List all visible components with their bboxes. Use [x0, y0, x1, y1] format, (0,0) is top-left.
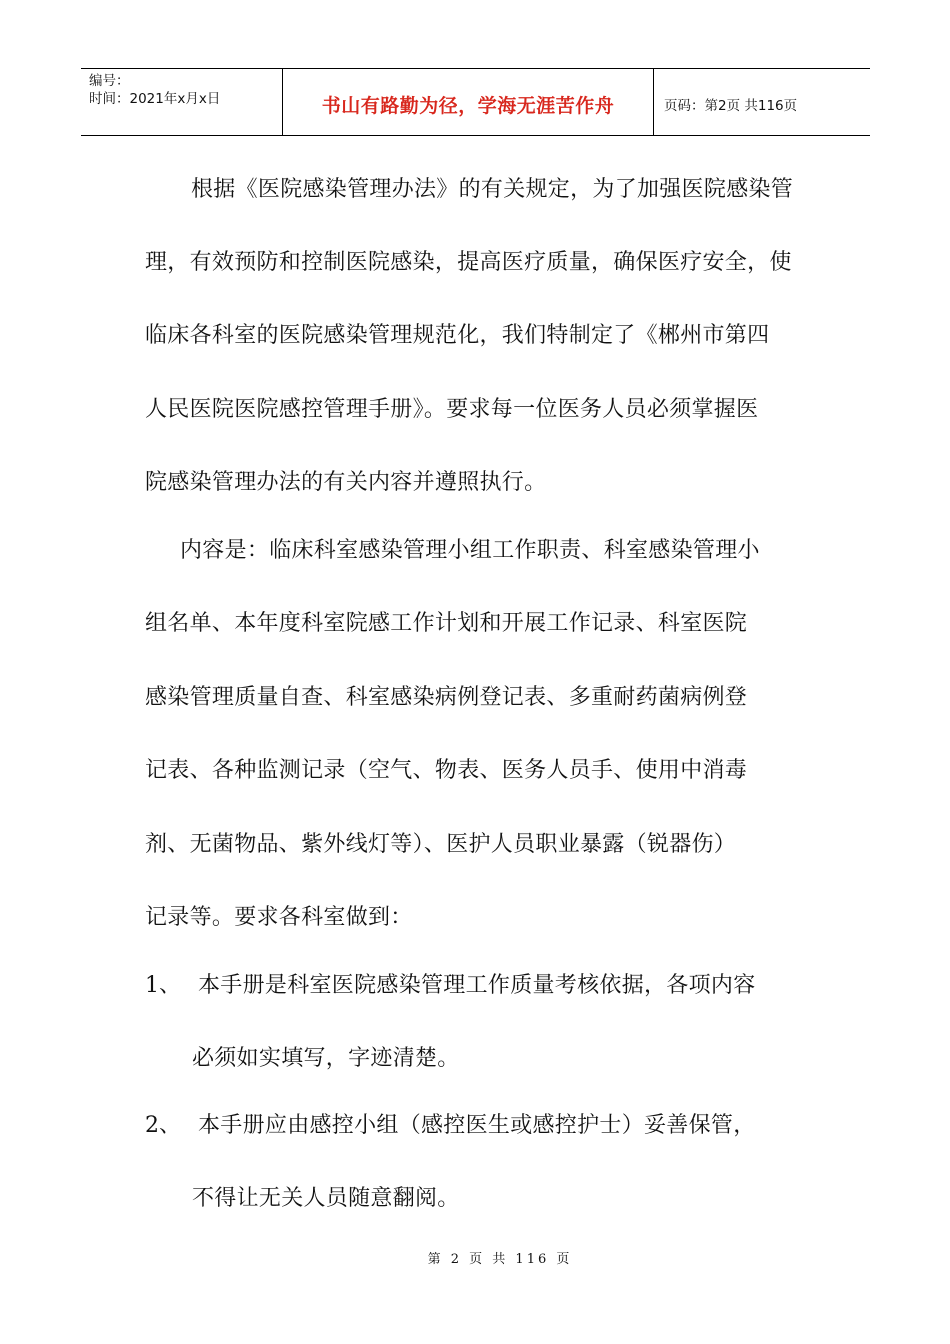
list-item-text: 必须如实填写，字迹清楚。: [192, 1046, 460, 1071]
list-item-number: 2、: [145, 1113, 181, 1138]
paragraph-line: 理，有效预防和控制医院感染，提高医疗质量，确保医疗安全，使: [145, 250, 792, 275]
header-page-cell: [654, 69, 870, 135]
paragraph-line: 记录等。要求各科室做到：: [145, 905, 413, 930]
header-motto: 书山有路勤为径，学海无涯苦作舟: [321, 94, 615, 117]
paragraph-line: 组名单、本年度科室院感工作计划和开展工作记录、科室医院: [145, 611, 748, 636]
paragraph-line: 人民医院医院感控管理手册》。要求每一位医务人员必须掌握医: [145, 397, 759, 422]
paragraph-line: 感染管理质量自查、科室感染病例登记表、多重耐药菌病例登: [145, 685, 748, 710]
header-page-label: 页码：第2页 共116页: [664, 98, 798, 114]
paragraph-line: 内容是：临床科室感染管理小组工作职责、科室感染管理小: [180, 538, 760, 563]
header-meta-cell: [81, 69, 283, 135]
paragraph-line: 记表、各种监测记录（空气、物表、医务人员手、使用中消毒: [145, 758, 748, 783]
paragraph-line: 临床各科室的医院感染管理规范化，我们特制定了《郴州市第四: [145, 323, 770, 348]
paragraph-line: 根据《医院感染管理办法》的有关规定，为了加强医院感染管: [191, 177, 794, 202]
document-header: [81, 68, 870, 136]
page-footer: 第 2 页 共 116 页: [427, 1252, 573, 1267]
list-item-text: 本手册是科室医院感染管理工作质量考核依据，各项内容: [198, 973, 756, 998]
header-motto-cell: [283, 69, 654, 135]
header-date-label: 时间：2021年x月x日: [89, 91, 221, 107]
paragraph-line: 院感染管理办法的有关内容并遵照执行。: [145, 470, 547, 495]
list-item-text: 本手册应由感控小组（感控医生或感控护士）妥善保管，: [198, 1113, 756, 1138]
paragraph-line: 剂、无菌物品、紫外线灯等）、医护人员职业暴露（锐器伤）: [145, 832, 737, 857]
header-number-label: 编号：: [89, 73, 130, 89]
list-item-number: 1、: [145, 973, 181, 998]
list-item-text: 不得让无关人员随意翻阅。: [192, 1186, 460, 1211]
